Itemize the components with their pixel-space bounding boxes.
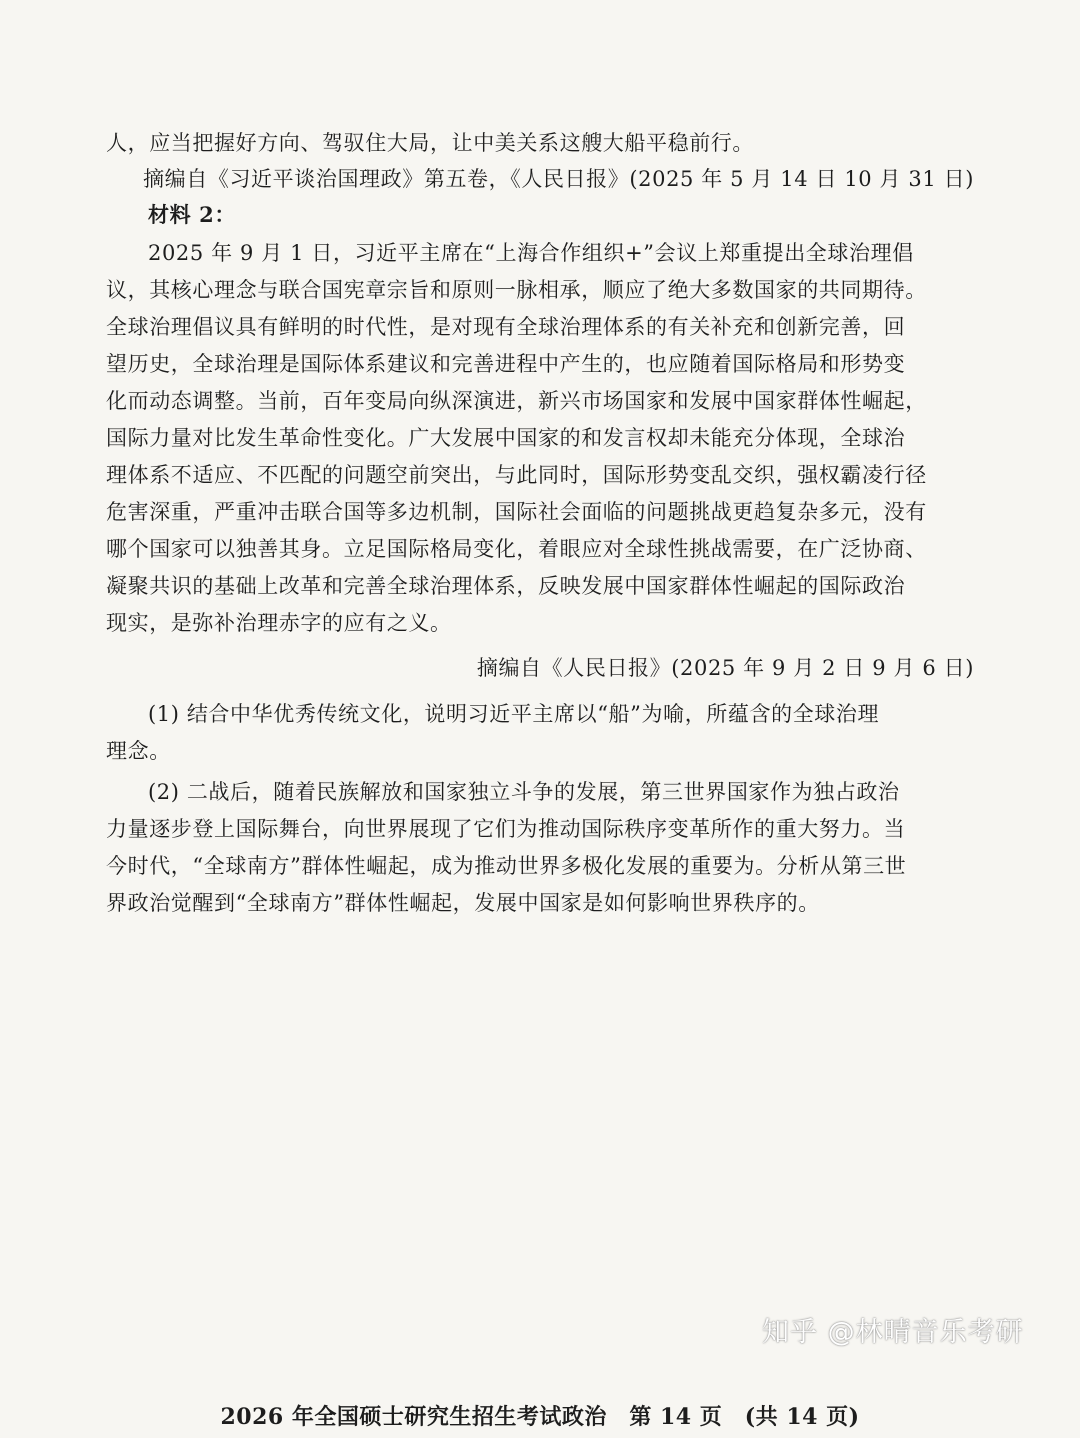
question-1-line-2: 理念。: [106, 739, 171, 763]
page-footer: 2026 年全国硕士研究生招生考试政治 第 14 页 (共 14 页): [220, 1404, 860, 1430]
question-2-line-3: 今时代，“全球南方”群体性崛起，成为推动世界多极化发展的重要为。分析从第三世: [106, 854, 907, 878]
text-line-4: 2025 年 9 月 1 日，习近平主席在“上海合作组织+”会议上郑重提出全球治理倡: [148, 241, 914, 265]
question-2-line-1: (2) 二战后，随着民族解放和国家独立斗争的发展，第三世界国家作为独占政治: [148, 780, 900, 804]
question-1-line-1: (1) 结合中华优秀传统文化，说明习近平主席以“船”为喻，所蕴含的全球治理: [148, 702, 880, 726]
text-line-1: 人，应当把握好方向、驾驭住大局，让中美关系这艘大船平稳前行。: [106, 131, 754, 155]
text-line-6: 全球治理倡议具有鲜明的时代性，是对现有全球治理体系的有关补充和创新完善，回: [106, 315, 906, 339]
text-line-10: 理体系不适应、不匹配的问题空前突出，与此同时，国际形势变乱交织，强权霸凌行径: [106, 463, 927, 487]
zhihu-watermark: 知乎 @林晴音乐考研: [762, 1317, 1024, 1348]
text-line-7: 望历史，全球治理是国际体系建议和完善进程中产生的，也应随着国际格局和形势变: [106, 352, 906, 376]
question-2-line-4: 界政治觉醒到“全球南方”群体性崛起，发展中国家是如何影响世界秩序的。: [106, 891, 820, 915]
text-line-9: 国际力量对比发生革命性变化。广大发展中国家的和发言权却未能充分体现，全球治: [106, 426, 906, 450]
question-2-line-2: 力量逐步登上国际舞台，向世界展现了它们为推动国际秩序变革所作的重大努力。当: [106, 817, 906, 841]
material-2-heading: 材料 2：: [148, 202, 236, 227]
source-citation-1: 摘编自《习近平谈治国理政》第五卷，《人民日报》(2025 年 5 月 14 日 10 月 31 日): [143, 167, 974, 191]
text-line-8: 化而动态调整。当前，百年变局向纵深演进，新兴市场国家和发展中国家群体性崛起，: [106, 389, 927, 413]
text-line-14: 现实，是弥补治理赤字的应有之义。: [106, 611, 452, 635]
source-citation-2: 摘编自《人民日报》(2025 年 9 月 2 日 9 月 6 日): [476, 656, 974, 680]
text-line-12: 哪个国家可以独善其身。立足国际格局变化，着眼应对全球性挑战需要，在广泛协商、: [106, 537, 927, 561]
text-line-13: 凝聚共识的基础上改革和完善全球治理体系，反映发展中国家群体性崛起的国际政治: [106, 574, 906, 598]
text-line-11: 危害深重，严重冲击联合国等多边机制，国际社会面临的问题挑战更趋复杂多元，没有: [106, 500, 927, 524]
text-line-5: 议，其核心理念与联合国宪章宗旨和原则一脉相承，顺应了绝大多数国家的共同期待。: [106, 278, 927, 302]
